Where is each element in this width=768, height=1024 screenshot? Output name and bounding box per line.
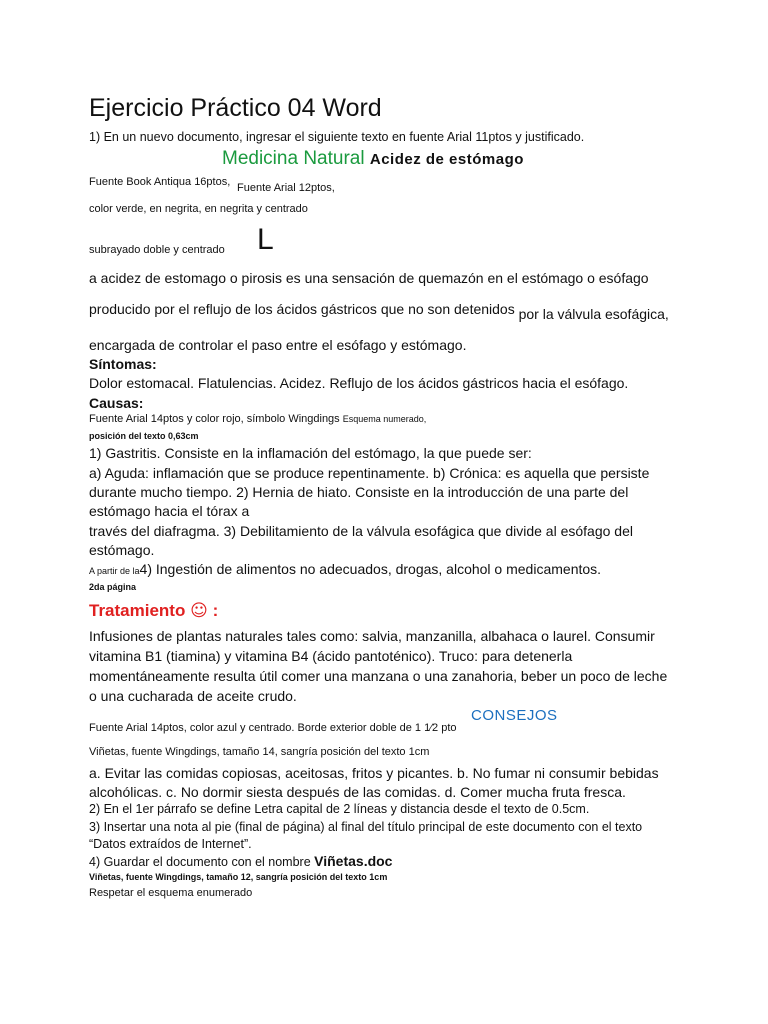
instruction-2: 2) En el 1er párrafo se define Letra capital de 2 líneas y distancia desde el texto de 0.5cm. [89, 802, 590, 816]
tratamiento-colon: : [212, 601, 219, 620]
para1-line2-end: por la válvula esofágica, [518, 306, 669, 322]
instruction-1: 1) En un nuevo documento, ingresar el siguiente texto en fuente Arial 11ptos y justificado. [89, 130, 585, 144]
note-color-verde: color verde, en negrita, en negrita y centrado [89, 203, 308, 215]
para1-line1: a acidez de estomago o pirosis es una sensación de quemazón en el estómago o esófago [89, 270, 649, 286]
tratamiento-heading [89, 600, 218, 622]
causa-3: través del diafragma. 3) Debilitamiento de la válvula esofágica que divide al esófago del estómago. [89, 523, 633, 558]
note-fuente-book: Fuente Book Antiqua 16ptos, [89, 176, 231, 188]
note-fuente-azul: Fuente Arial 14ptos, color azul y centrado. Borde exterior doble de 1 1⁄2 pto [89, 722, 457, 734]
consejos-heading: CONSEJOS [471, 707, 558, 724]
causa-4: 4) Ingestión de alimentos no adecuados, drogas, alcohol o medicamentos. [139, 561, 602, 577]
sintomas-text: Dolor estomacal. Flatulencias. Acidez. Reflujo de los ácidos gástricos hacia el esófago. [89, 375, 629, 391]
instruction-4-text: 4) Guardar el documento con el nombre [89, 855, 311, 869]
heading-medicina-natural: Medicina Natural [222, 148, 365, 169]
causa-a-b: a) Aguda: inflamación que se produce repentinamente. b) Crónica: es aquella que persiste durante mucho tiempo. 2) Hernia de hiato. Consiste en la introducción de una parte del estómago hacia el tórax a [89, 465, 650, 519]
note-subrayado: subrayado doble y centrado [89, 244, 225, 256]
note-fuente-14-rojo-text: Fuente Arial 14ptos y color rojo, símbolo Wingdings [89, 413, 340, 425]
causas-label: Causas: [89, 395, 144, 411]
note-fuente-arial-12: Fuente Arial 12ptos, [237, 182, 335, 194]
para1-line2-start: producido por el reflujo de los ácidos gástricos que no son detenidos [89, 301, 515, 317]
sintomas-label: Síntomas: [89, 356, 157, 372]
note-2da-pagina: 2da página [89, 582, 137, 592]
causa-1: 1) Gastritis. Consiste en la inflamación del estómago, la que puede ser: [89, 445, 532, 461]
instruction-4 [89, 853, 392, 869]
para1-line2 [89, 301, 669, 322]
causa-4-line [89, 561, 601, 579]
heading-line [222, 147, 524, 172]
tratamiento-label: Tratamiento [89, 601, 186, 620]
heading-acidez: Acidez de estómago [369, 151, 524, 168]
drop-cap-letter: L [257, 223, 274, 256]
document-title: Ejercicio Práctico 04 Word [89, 94, 382, 122]
instruction-3b: “Datos extraídos de Internet”. [89, 837, 252, 851]
note-respetar: Respetar el esquema enumerado [89, 887, 253, 899]
note-posicion-texto: posición del texto 0,63cm [89, 431, 199, 441]
note-vinetas-14: Viñetas, fuente Wingdings, tamaño 14, sangría posición del texto 1cm [89, 746, 430, 758]
note-esquema-numerado: Esquema numerado, [342, 414, 427, 424]
para1-line3: encargada de controlar el paso entre el esófago y estómago. [89, 337, 467, 353]
note-vinetas-12: Viñetas, fuente Wingdings, tamaño 12, sangría posición del texto 1cm [89, 872, 388, 882]
smiley-icon: ☺ [190, 601, 208, 621]
note-a-partir: A partir de la [89, 566, 140, 576]
tratamiento-text: Infusiones de plantas naturales tales como: salvia, manzanilla, albahaca o laurel. Consumir vitamina B1 (tiamina) y vitamina B4 (ácido pantoténico). Truco: para detenerla momentáneamente resulta útil comer una manzana o una zanahoria, beber un poco de leche o una cucharada de aceite crudo. [89, 628, 668, 704]
instruction-4-filename: Viñetas.doc [314, 853, 393, 869]
instruction-3a: 3) Insertar una nota al pie (final de página) al final del título principal de este documento con el texto [89, 820, 643, 834]
note-fuente-14-rojo [89, 413, 426, 425]
consejos-text: a. Evitar las comidas copiosas, aceitosas, fritos y picantes. b. No fumar ni consumir bebidas alcohólicas. c. No dormir siesta después de las comidas. d. Comer mucha fruta fresca. [89, 765, 659, 800]
